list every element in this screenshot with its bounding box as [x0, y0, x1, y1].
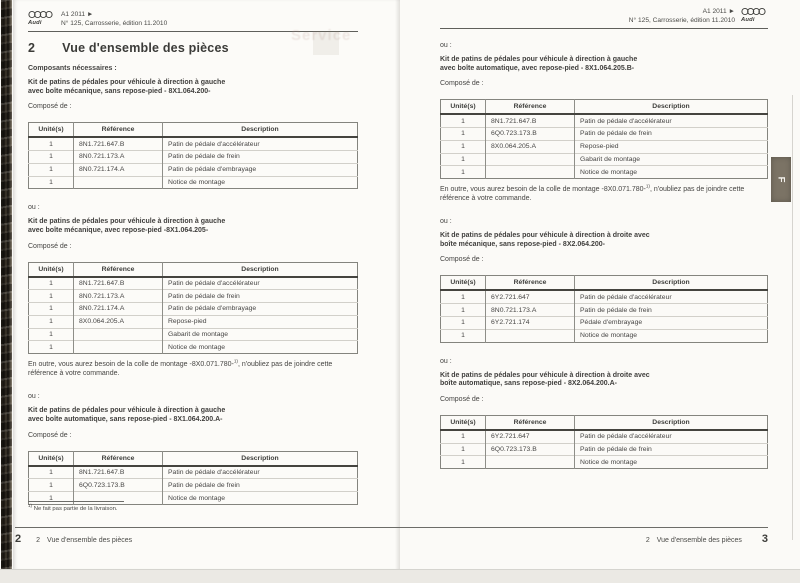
reference-cell: 6Q0.723.173.B: [486, 127, 575, 140]
kit-title-line2: avec boîte automatique, sans repose-pied - 8X1.064.200.A-: [28, 415, 223, 423]
column-header: Unité(s): [441, 276, 486, 291]
units-cell: 1: [441, 430, 486, 443]
parts-table: [28, 451, 358, 505]
table-row: [29, 150, 358, 163]
table-row: [29, 137, 358, 150]
description-cell: Patin de pédale de frein: [163, 150, 358, 163]
reference-cell: 8X0.064.205.A: [486, 140, 575, 153]
header-lines: [61, 10, 167, 28]
reference-cell: 8X0.064.205.A: [74, 315, 163, 328]
table-row: [441, 443, 768, 456]
reference-cell: [486, 456, 575, 469]
table-row: [441, 290, 768, 303]
reference-cell: 8N0.721.173.A: [74, 150, 163, 163]
composed-of-label: Composé de :: [28, 242, 72, 250]
glue-note-post: , n'oubliez pas de joindre cette: [237, 361, 333, 369]
reference-cell: 8N0.721.173.A: [486, 304, 575, 317]
reference-cell: 8N1.721.647.B: [74, 137, 163, 150]
description-cell: Patin de pédale de frein: [575, 127, 768, 140]
audi-rings-icon: [741, 7, 766, 16]
description-cell: Repose-pied: [163, 315, 358, 328]
reference-cell: [486, 329, 575, 342]
or-label: ou :: [440, 218, 452, 226]
column-header: Référence: [74, 123, 163, 138]
table-row: [29, 163, 358, 176]
parts-table: [440, 99, 768, 179]
table-header-row: [29, 451, 358, 466]
units-cell: 1: [441, 140, 486, 153]
scan-bottom-edge: [0, 569, 800, 583]
units-cell: 1: [29, 466, 74, 479]
composed-of-label: Composé de :: [28, 103, 72, 111]
units-cell: 1: [441, 304, 486, 317]
description-cell: Patin de pédale d'accélérateur: [575, 114, 768, 127]
units-cell: 1: [29, 277, 74, 290]
table-row: [441, 140, 768, 153]
parts-table: [28, 122, 358, 189]
column-header: Unité(s): [441, 100, 486, 115]
column-header: Unité(s): [29, 262, 74, 277]
parts-table: [440, 275, 768, 342]
glue-note-sup: 1): [645, 183, 650, 189]
kit-title-line2: boîte automatique, sans repose-pied - 8X2.064.200.A-: [440, 380, 617, 388]
units-cell: 1: [29, 176, 74, 189]
kit-title-line1: Kit de patins de pédales pour véhicule à direction à droite avec: [440, 232, 650, 240]
reference-cell: 8N1.721.647.B: [74, 466, 163, 479]
table-row: [441, 153, 768, 166]
table-row: [29, 176, 358, 189]
footer-caption-title: Vue d'ensemble des pièces: [656, 537, 742, 544]
units-cell: 1: [441, 153, 486, 166]
description-cell: Gabarit de montage: [163, 328, 358, 341]
audi-rings-icon: [28, 10, 53, 19]
units-cell: 1: [441, 456, 486, 469]
table-row: [441, 114, 768, 127]
kit-title-line2: avec boîte automatique, avec repose-pied - 8X1.064.205.B-: [440, 64, 635, 72]
reference-cell: 6Q0.723.173.B: [74, 479, 163, 492]
table-row: [29, 466, 358, 479]
table-header-row: [29, 123, 358, 138]
description-cell: Patin de pédale d'accélérateur: [575, 430, 768, 443]
units-cell: 1: [29, 303, 74, 316]
table-header-row: [441, 276, 768, 291]
kit-title: [28, 407, 358, 424]
table-row: [441, 304, 768, 317]
kit-title: [440, 56, 768, 73]
kit-title-line1: Kit de patins de pédales pour véhicule à direction à gauche: [28, 407, 226, 415]
reference-cell: [486, 153, 575, 166]
column-header: Description: [575, 100, 768, 115]
chapter-thumb-tab: [771, 157, 791, 202]
description-cell: Notice de montage: [575, 329, 768, 342]
description-cell: Notice de montage: [163, 176, 358, 189]
header-issue-line: N° 125, Carrosserie, édition 11.2010: [61, 20, 168, 27]
composed-of-label: Composé de :: [440, 80, 484, 88]
section-title-text: Vue d'ensemble des pièces: [62, 41, 229, 55]
description-cell: Patin de pédale de frein: [163, 290, 358, 303]
glue-note-pre: En outre, vous aurez besoin de la colle de montage -8X0.071.780-: [440, 186, 646, 194]
description-cell: Patin de pédale d'accélérateur: [575, 290, 768, 303]
header-rule: [440, 28, 768, 29]
column-header: Description: [163, 123, 358, 138]
reference-cell: 8N0.721.173.A: [74, 290, 163, 303]
kit-title-line1: Kit de patins de pédales pour véhicule à direction à gauche: [28, 79, 226, 86]
footer-caption-title: Vue d'ensemble des pièces: [47, 537, 133, 544]
description-cell: Patin de pédale de frein: [575, 304, 768, 317]
kit-title-line2: avec boîte mécanique, avec repose-pied -8X1.064.205-: [28, 226, 209, 234]
kit-title-line1: Kit de patins de pédales pour véhicule à direction à gauche: [440, 56, 638, 63]
table-row: [441, 166, 768, 179]
bleedthrough-ghost-box: [313, 31, 339, 55]
page-right: [400, 0, 800, 570]
description-cell: Patin de pédale d'accélérateur: [163, 466, 358, 479]
reference-cell: 8N1.721.647.B: [486, 114, 575, 127]
column-header: Unité(s): [29, 123, 74, 138]
reference-cell: 8N0.721.174.A: [74, 163, 163, 176]
bleedthrough-ghost-text: Service: [291, 27, 352, 44]
reference-cell: [74, 328, 163, 341]
kit-title: [28, 218, 358, 235]
or-label: ou :: [440, 42, 452, 49]
description-cell: Pédale d'embrayage: [575, 317, 768, 330]
page-header-right: [440, 7, 768, 25]
units-cell: 1: [441, 166, 486, 179]
column-header: Unité(s): [29, 451, 74, 466]
units-cell: 1: [441, 317, 486, 330]
units-cell: 1: [29, 328, 74, 341]
section-number: 2: [28, 41, 36, 55]
footer-right: [40, 527, 768, 545]
description-cell: Patin de pédale d'embrayage: [163, 163, 358, 176]
units-cell: 1: [29, 479, 74, 492]
table-header-row: [441, 415, 768, 430]
column-header: Référence: [486, 276, 575, 291]
column-header: Description: [575, 415, 768, 430]
kit-title-line1: Kit de patins de pédales pour véhicule à direction à gauche: [28, 218, 226, 226]
glue-note-line2: référence à votre commande.: [440, 194, 532, 202]
column-header: Référence: [74, 451, 163, 466]
audi-brand: [28, 10, 55, 26]
glue-note: [28, 358, 358, 378]
units-cell: 1: [29, 341, 74, 354]
description-cell: Patin de pédale de frein: [163, 479, 358, 492]
units-cell: 1: [29, 290, 74, 303]
description-cell: Repose-pied: [575, 140, 768, 153]
page-left: [13, 0, 400, 570]
or-label: ou :: [28, 204, 40, 212]
table-row: [29, 328, 358, 341]
parts-table: [28, 262, 358, 355]
kit-title-line2: boîte mécanique, sans repose-pied - 8X2.064.200-: [440, 240, 605, 248]
table-row: [29, 341, 358, 354]
description-cell: Notice de montage: [575, 456, 768, 469]
page-edge-line: [792, 95, 793, 540]
description-cell: Patin de pédale de frein: [575, 443, 768, 456]
header-issue-line: N° 125, Carrosserie, édition 11.2010: [628, 17, 735, 24]
kit-title: [440, 232, 768, 249]
audi-brand: [741, 7, 768, 23]
composed-of-label: Composé de :: [440, 395, 484, 403]
header-lines: [629, 7, 735, 25]
description-cell: Gabarit de montage: [575, 153, 768, 166]
table-row: [441, 127, 768, 140]
glue-note-post: , n'oubliez pas de joindre cette: [649, 186, 745, 194]
table-row: [29, 277, 358, 290]
description-cell: Notice de montage: [163, 341, 358, 354]
or-label: ou :: [28, 393, 40, 401]
units-cell: 1: [441, 127, 486, 140]
kit-title: [28, 79, 358, 96]
kit-title-line2: avec boîte mécanique, sans repose-pied - 8X1.064.200-: [28, 87, 211, 95]
kit-title-line1: Kit de patins de pédales pour véhicule à direction à droite avec: [440, 371, 650, 379]
page-number: 2: [15, 533, 22, 545]
description-cell: Patin de pédale d'embrayage: [163, 303, 358, 316]
table-row: [441, 329, 768, 342]
table-row: [29, 479, 358, 492]
footer-caption-number: 2: [36, 537, 41, 544]
column-header: Description: [163, 451, 358, 466]
units-cell: 1: [29, 315, 74, 328]
units-cell: 1: [29, 150, 74, 163]
description-cell: Patin de pédale d'accélérateur: [163, 277, 358, 290]
reference-cell: [486, 166, 575, 179]
components-required-label: Composants nécessaires :: [28, 65, 117, 72]
composed-of-label: Composé de :: [440, 256, 484, 264]
reference-cell: 8N0.721.174.A: [74, 303, 163, 316]
table-header-row: [29, 262, 358, 277]
glue-note-sup: 1): [233, 358, 238, 364]
spiral-binding: [1, 0, 12, 583]
reference-cell: 8N1.721.647.B: [74, 277, 163, 290]
column-header: Unité(s): [441, 415, 486, 430]
page-header-left: [28, 10, 358, 28]
glue-note-line2: référence à votre commande.: [28, 369, 120, 377]
description-cell: Patin de pédale d'accélérateur: [163, 137, 358, 150]
reference-cell: 6Y2.721.647: [486, 290, 575, 303]
reference-cell: [74, 176, 163, 189]
kit-title: [440, 372, 768, 389]
parts-table: [440, 415, 768, 469]
description-cell: Notice de montage: [163, 492, 358, 505]
composed-of-label: Composé de :: [28, 431, 72, 439]
column-header: Description: [575, 276, 768, 291]
units-cell: 1: [441, 114, 486, 127]
header-model-line: A1 2011 ►: [702, 8, 735, 15]
table-row: [29, 315, 358, 328]
reference-cell: 6Q0.723.173.B: [486, 443, 575, 456]
footnote-sup: 1): [28, 503, 33, 509]
column-header: Référence: [486, 100, 575, 115]
reference-cell: 6Y2.721.174: [486, 317, 575, 330]
table-row: [441, 456, 768, 469]
table-row: [29, 303, 358, 316]
footer-caption-number: 2: [645, 537, 650, 544]
audi-wordmark: Audi: [28, 20, 42, 26]
column-header: Description: [163, 262, 358, 277]
header-model-line: A1 2011 ►: [61, 11, 94, 18]
table-header-row: [441, 100, 768, 115]
glue-note: [440, 183, 768, 203]
units-cell: 1: [29, 163, 74, 176]
units-cell: 1: [29, 492, 74, 505]
footer-caption: [646, 537, 742, 544]
description-cell: Notice de montage: [575, 166, 768, 179]
page-number: 3: [761, 533, 768, 545]
column-header: Référence: [486, 415, 575, 430]
glue-note-pre: En outre, vous aurez besoin de la colle de montage -8X0.071.780-: [28, 361, 234, 369]
footnote-rule: [28, 501, 124, 502]
or-label: ou :: [440, 357, 452, 365]
units-cell: 1: [441, 329, 486, 342]
footnote: [28, 501, 124, 512]
table-row: [441, 317, 768, 330]
table-row: [441, 430, 768, 443]
audi-wordmark: Audi: [741, 17, 755, 23]
footnote-text: Ne fait pas partie de la livraison.: [33, 506, 118, 512]
units-cell: 1: [441, 290, 486, 303]
reference-cell: [74, 341, 163, 354]
table-row: [29, 290, 358, 303]
reference-cell: 6Y2.721.647: [486, 430, 575, 443]
chapter-thumb-tab-label: F: [775, 176, 787, 183]
units-cell: 1: [441, 443, 486, 456]
column-header: Référence: [74, 262, 163, 277]
units-cell: 1: [29, 137, 74, 150]
